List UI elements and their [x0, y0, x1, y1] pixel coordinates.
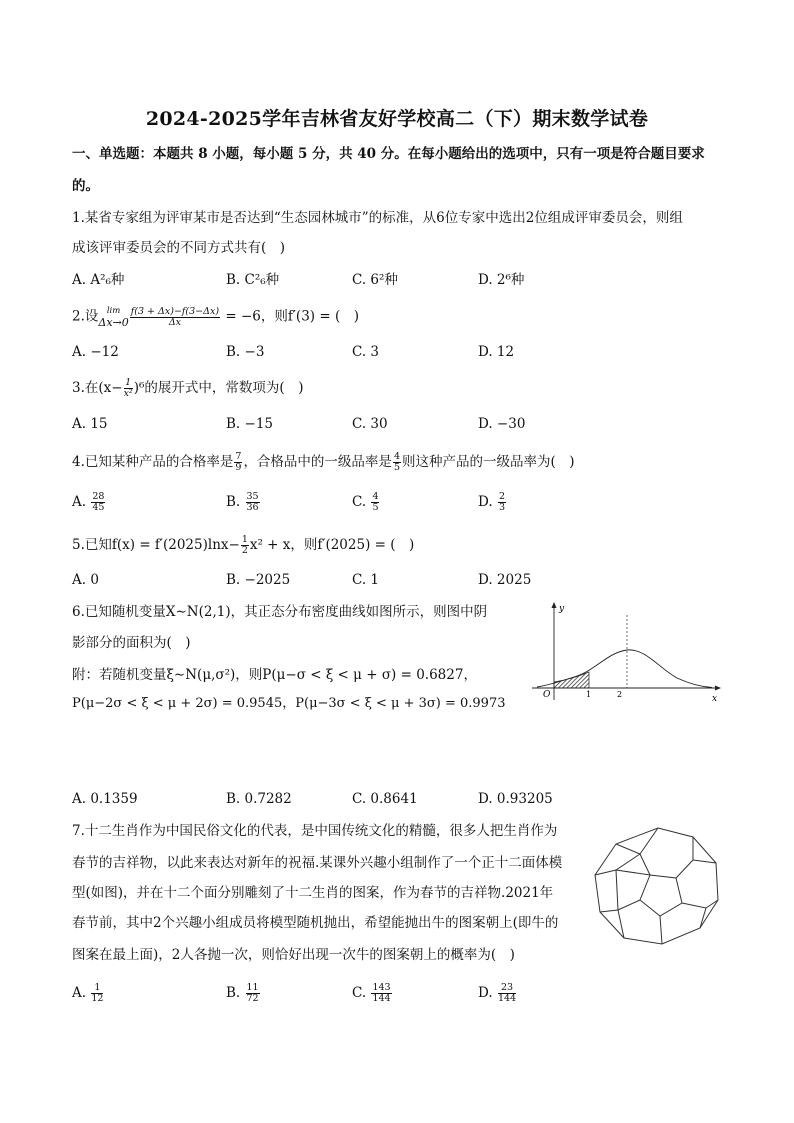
- q4-option-d-num: 2: [498, 491, 505, 502]
- q2-option-a: A. −12: [72, 344, 119, 360]
- section-heading-cont: 的。: [72, 178, 99, 194]
- x-axis-label: x: [712, 694, 718, 704]
- q7-option-b-label: B.: [226, 985, 241, 1001]
- q7-stem-line4: 春节前，其中2个兴趣小组成员将模型随机抛出，希望能抛出牛的图案朝上(即牛的: [72, 915, 559, 931]
- q4-option-d-den: 3: [498, 502, 505, 513]
- q7-option-d-num: 23: [498, 983, 516, 994]
- page-title: 2024-2025学年吉林省友好学校高二（下）期末数学试卷: [145, 108, 649, 130]
- section-heading: 一、单选题：本题共 8 小题，每小题 5 分，共 40 分。在每小题给出的选项中，只有一项是符合题目要求: [72, 146, 705, 162]
- q4-option-c-label: C.: [352, 494, 367, 510]
- q3-frac-den: x²: [123, 388, 133, 399]
- q6-note-line2: P(μ−2σ < ξ < μ + 2σ) = 0.9545，P(μ−3σ < ξ < μ + 3σ) = 0.9973: [72, 696, 506, 711]
- q7-stem-line1: 7.十二生肖作为中国民俗文化的代表，是中国传统文化的精髓，很多人把生肖作为: [72, 823, 558, 839]
- q7-option-b: [226, 983, 261, 1004]
- q1-option-c: C. 6²种: [352, 272, 398, 288]
- q4-text2: ，合格品中的一级品率是: [243, 454, 392, 470]
- q1-option-b: B. C²₆种: [226, 272, 280, 288]
- q7-stem-line2: 春节的吉祥物，以此来表达对新年的祝福.某课外兴趣小组制作了一个正十二面体模: [72, 855, 563, 871]
- q2-frac-den: Δx: [168, 316, 182, 328]
- q5-frac-num: 1: [241, 534, 248, 545]
- dodecahedron-figure: [588, 820, 728, 950]
- q4-option-a-den: 45: [92, 502, 105, 513]
- q4-frac2-den: 5: [393, 462, 400, 473]
- q2-frac-num: f(3 + Δx)−f(3−Δx): [130, 305, 220, 317]
- y-axis-arrow-icon: [552, 602, 557, 608]
- q7-option-b-num: 11: [246, 982, 259, 993]
- q1-option-a: A. A²₆种: [72, 272, 125, 288]
- q4-option-a-label: A.: [72, 494, 87, 510]
- q3-suffix: )⁶的展开式中，常数项为( ): [133, 380, 304, 396]
- q6-option-b: B. 0.7282: [226, 791, 292, 807]
- q4-option-c-den: 5: [372, 502, 379, 513]
- q3-option-b: B. −15: [226, 416, 273, 432]
- q7-option-b-den: 72: [246, 993, 259, 1004]
- q5-prefix: 5.已知f(x) = f′(2025)lnx−: [72, 537, 240, 553]
- q6-note-line1: 附：若随机变量ξ∼N(μ,σ²)，则P(μ−σ < ξ < μ + σ) = 0.6827，: [72, 667, 477, 683]
- q5-option-b: B. −2025: [226, 572, 291, 588]
- q5-option-d: D. 2025: [478, 572, 532, 588]
- q1-option-d: D. 2⁶种: [478, 272, 525, 288]
- q7-option-d: [478, 983, 517, 1004]
- normal-curve-figure: [527, 600, 722, 705]
- shaded-region: [554, 672, 589, 688]
- q4-frac1-num: 7: [235, 451, 242, 462]
- q2-option-d: D. 12: [478, 344, 515, 360]
- q6-option-c: C. 0.8641: [352, 791, 418, 807]
- q7-stem-line5: 图案在最上面)，2人各抛一次，则恰好出现一次牛的图案朝上的概率为( ): [72, 947, 515, 963]
- q4-frac2-num: 4: [393, 451, 400, 462]
- q6-stem-line1: 6.已知随机变量X∼N(2,1)，其正态分布密度曲线如图所示，则图中阴: [72, 604, 488, 620]
- q4-option-d: [478, 492, 507, 513]
- q1-stem-line1: 1.某省专家组为评审某市是否达到“生态园林城市”的标准，从6位专家中选出2位组成评审委员会，则组: [72, 210, 683, 226]
- q4-text1: 4.已知某种产品的合格率是: [72, 454, 234, 470]
- q5-suffix: x² + x，则f′(2025) = ( ): [249, 537, 415, 553]
- q4-frac1-den: 9: [235, 462, 242, 473]
- q4-option-b-label: B.: [226, 494, 241, 510]
- q4-option-d-label: D.: [478, 494, 493, 510]
- q4-option-c: [352, 492, 380, 513]
- q7-option-c-label: C.: [352, 985, 367, 1001]
- tick-label-1: 1: [586, 690, 592, 699]
- q7-option-a: [72, 983, 104, 1004]
- q3-option-c: C. 30: [352, 416, 388, 432]
- q3-option-d: D. −30: [478, 416, 526, 432]
- q4-option-a: [72, 492, 106, 513]
- q1-stem-line2: 成该评审委员会的不同方式共有( ): [72, 240, 286, 256]
- q2-lim-sub: Δx→0: [98, 316, 129, 329]
- y-axis-label: y: [559, 604, 565, 614]
- q3-option-a: A. 15: [72, 416, 108, 432]
- q5-option-c: C. 1: [352, 572, 380, 588]
- q7-option-a-num: 1: [91, 983, 103, 994]
- q2-option-b: B. −3: [226, 344, 265, 360]
- q4-option-b-num: 35: [246, 491, 259, 502]
- q7-option-a-label: A.: [72, 985, 87, 1001]
- q4-option-b-den: 36: [246, 502, 259, 513]
- dodecahedron-outline: [595, 828, 718, 944]
- q3-stem: [72, 378, 303, 399]
- q7-stem-line3: 型(如图)，并在十二个面分别雕刻了十二生肖的图案，作为春节的吉祥物.2021年: [72, 885, 554, 901]
- q7-option-d-den: 144: [497, 993, 517, 1004]
- origin-label: O: [543, 690, 551, 700]
- q7-option-a-den: 12: [91, 993, 104, 1004]
- q3-frac-num: 1: [125, 377, 132, 388]
- q2-stem: [72, 306, 359, 328]
- q4-stem: [72, 452, 575, 473]
- q4-option-a-num: 28: [92, 491, 105, 502]
- q6-option-a: A. 0.1359: [72, 791, 138, 807]
- q6-option-d: D. 0.93205: [478, 791, 553, 807]
- q2-suffix: = −6，则f′(3) = ( ): [221, 308, 359, 325]
- q2-prefix: 2.设: [72, 308, 99, 325]
- q3-prefix: 3.在(x−: [72, 380, 123, 396]
- q5-option-a: A. 0: [72, 572, 99, 588]
- dodecahedron-front-face: [640, 875, 682, 916]
- x-axis-arrow-icon: [715, 686, 721, 691]
- q7-option-d-label: D.: [478, 985, 493, 1001]
- tick-label-2: 2: [617, 690, 623, 699]
- q4-text3: 则这种产品的一级品率为( ): [401, 454, 575, 470]
- q7-option-c-num: 143: [372, 982, 391, 993]
- q5-stem: [72, 535, 414, 556]
- q7-option-c-den: 144: [372, 993, 391, 1004]
- q5-frac-den: 2: [241, 545, 248, 556]
- q6-stem-line2: 影部分的面积为( ): [72, 635, 191, 651]
- q4-option-c-num: 4: [372, 491, 379, 502]
- q2-lim: lim: [106, 306, 121, 316]
- q4-option-b: [226, 492, 261, 513]
- q2-option-c: C. 3: [352, 344, 380, 360]
- q7-option-c: [352, 983, 393, 1004]
